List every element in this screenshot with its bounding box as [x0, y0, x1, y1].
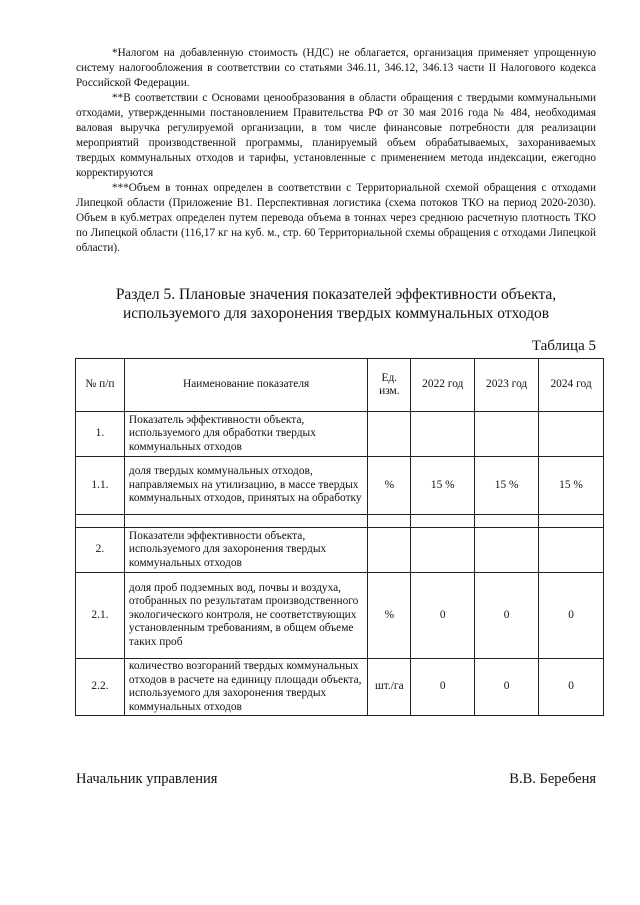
row-value-2022: 15 %	[411, 457, 475, 515]
row-name: Показатель эффективности объекта, используемого для обработки твердых коммунальных отходов	[124, 412, 367, 457]
metrics-table	[75, 358, 604, 716]
row-value-2023	[475, 412, 539, 457]
table-row	[76, 573, 604, 659]
footnote-pricing: **В соответствии с Основами ценообразования в области обращения с твердыми коммунальными отходами, утвержденными постановлением Правительства РФ от 30 мая 2016 года № 484, необходимая валовая выручка регулируемой организации, в том числе финансовые потребности для реализации мероприятий производственной программы, планируемый объем обрабатываемых, захораниваемых твердых коммунальных отходов и тарифы, установленные с применением метода индексации, ежегодно корректируются	[76, 92, 596, 179]
row-value-2022	[411, 412, 475, 457]
row-unit: %	[368, 573, 411, 659]
section-title: Раздел 5. Плановые значения показателей эффективности объекта, используемого для захоронения твердых коммунальных отходов	[115, 286, 557, 322]
row-num: 1.	[76, 412, 125, 457]
row-value-2022: 0	[411, 659, 475, 716]
row-num: 2.2.	[76, 659, 125, 716]
row-value-2024	[539, 412, 604, 457]
signature-block	[76, 770, 596, 788]
row-name: количество возгораний твердых коммунальных отходов в расчете на единицу площади объекта, используемого для захоронения твердых коммунальных отходов	[124, 659, 367, 716]
row-value-2022	[411, 528, 475, 573]
spacer-cell	[411, 515, 475, 528]
row-unit: шт./га	[368, 659, 411, 716]
row-value-2023: 0	[475, 573, 539, 659]
header-name: Наименование показателя	[124, 359, 367, 412]
row-unit: %	[368, 457, 411, 515]
footnote-volume: ***Объем в тоннах определен в соответствии с Территориальной схемой обращения с отходами Липецкой области (Приложение В1. Перспективная логистика (схема потоков ТКО на период 2020-2030). Объем в куб.метрах определен путем перевода объема в тоннах через среднюю расчетную плотность ТКО по Липецкой области (116,17 кг на куб. м., стр. 60 Территориальной схемы обращения с отходами Липецкой области).	[76, 182, 596, 254]
table-header-row	[76, 359, 604, 412]
table-row	[76, 457, 604, 515]
header-2022: 2022 год	[411, 359, 475, 412]
table-caption: Таблица 5	[531, 338, 596, 354]
row-name: доля проб подземных вод, почвы и воздуха, отобранных по результатам производственного экологического контроля, не соответствующих установленным требованиям, в общем объеме таких проб	[124, 573, 367, 659]
footnote-vat: *Налогом на добавленную стоимость (НДС) не облагается, организация применяет упрощенную систему налогообложения в соответствии со статьями 346.11, 346.12, 346.13 части II Налогового кодекса Российской Федерации.	[76, 47, 596, 89]
signatory-name: В.В. Беребеня	[509, 771, 596, 787]
row-unit	[368, 412, 411, 457]
row-value-2024: 0	[539, 573, 604, 659]
signatory-position: Начальник управления	[76, 771, 218, 787]
spacer-cell	[76, 515, 125, 528]
header-unit: Ед. изм.	[368, 359, 411, 412]
row-value-2022: 0	[411, 573, 475, 659]
row-value-2023: 15 %	[475, 457, 539, 515]
row-unit	[368, 528, 411, 573]
header-2023: 2023 год	[475, 359, 539, 412]
spacer-cell	[539, 515, 604, 528]
table-row	[76, 659, 604, 716]
row-value-2024: 0	[539, 659, 604, 716]
footnotes	[76, 46, 596, 256]
table-spacer-row	[76, 515, 604, 528]
spacer-cell	[368, 515, 411, 528]
table-row	[76, 412, 604, 457]
row-name: Показатели эффективности объекта, используемого для захоронения твердых коммунальных отходов	[124, 528, 367, 573]
row-value-2024	[539, 528, 604, 573]
row-value-2024: 15 %	[539, 457, 604, 515]
table-row	[76, 528, 604, 573]
row-num: 2.	[76, 528, 125, 573]
row-num: 2.1.	[76, 573, 125, 659]
spacer-cell	[475, 515, 539, 528]
row-value-2023: 0	[475, 659, 539, 716]
spacer-cell	[124, 515, 367, 528]
header-num: № п/п	[76, 359, 125, 412]
row-name: доля твердых коммунальных отходов, направляемых на утилизацию, в массе твердых коммунальных отходов, принятых на обработку	[124, 457, 367, 515]
row-value-2023	[475, 528, 539, 573]
header-2024: 2024 год	[539, 359, 604, 412]
row-num: 1.1.	[76, 457, 125, 515]
